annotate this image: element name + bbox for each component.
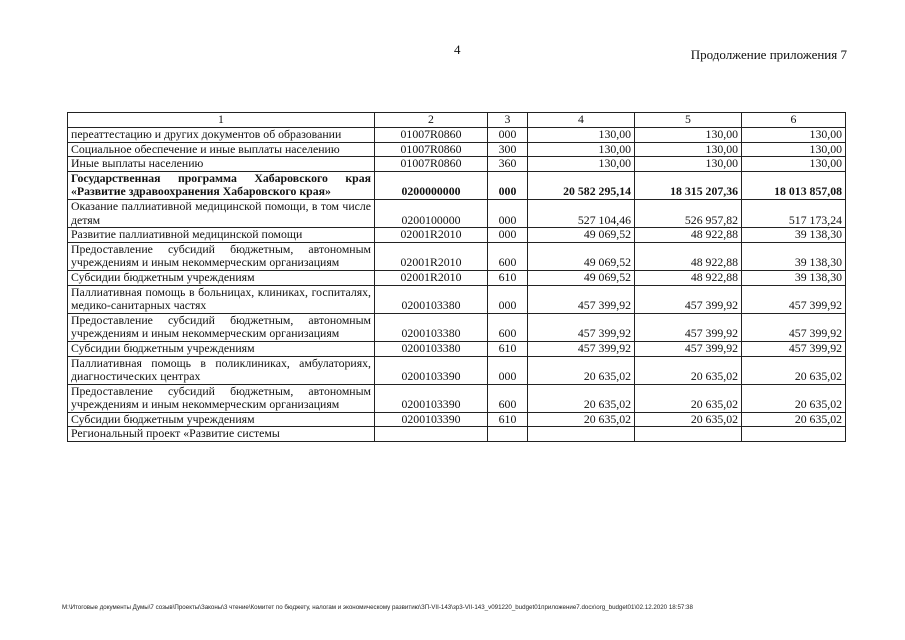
row-name: переаттестацию и других документов об образовании xyxy=(68,128,375,143)
table-row xyxy=(68,427,846,442)
row-code: 0200103390 xyxy=(375,356,488,384)
row-value-3: 39 138,30 xyxy=(742,242,846,270)
row-code: 0200103380 xyxy=(375,285,488,313)
row-code: 0200103380 xyxy=(375,341,488,356)
row-value-3: 457 399,92 xyxy=(742,341,846,356)
row-name: Предоставление субсидий бюджетным, автономным учреждениям и иным некоммерческим организациям xyxy=(68,384,375,412)
row-value-1: 49 069,52 xyxy=(528,242,635,270)
row-value-2: 457 399,92 xyxy=(635,313,742,341)
row-type: 610 xyxy=(488,341,528,356)
table-row xyxy=(68,384,846,412)
row-code: 0200103390 xyxy=(375,412,488,427)
row-value-2: 20 635,02 xyxy=(635,356,742,384)
row-type: 000 xyxy=(488,285,528,313)
table-row xyxy=(68,242,846,270)
table-row xyxy=(68,128,846,143)
row-value-3: 39 138,30 xyxy=(742,270,846,285)
row-value-2 xyxy=(635,427,742,442)
row-value-3: 20 635,02 xyxy=(742,356,846,384)
row-value-2: 20 635,02 xyxy=(635,412,742,427)
row-value-2: 18 315 207,36 xyxy=(635,171,742,199)
table-header-row xyxy=(68,113,846,128)
column-header-5: 5 xyxy=(635,113,742,128)
table-row xyxy=(68,356,846,384)
row-type: 000 xyxy=(488,356,528,384)
column-header-1: 1 xyxy=(68,113,375,128)
column-header-4: 4 xyxy=(528,113,635,128)
row-value-1: 527 104,46 xyxy=(528,199,635,227)
row-value-1: 130,00 xyxy=(528,128,635,143)
table-row xyxy=(68,228,846,243)
table-row xyxy=(68,171,846,199)
row-name: Оказание паллиативной медицинской помощи, в том числе детям xyxy=(68,199,375,227)
row-code: 0200000000 xyxy=(375,171,488,199)
row-value-2: 130,00 xyxy=(635,157,742,172)
budget-table xyxy=(67,112,846,442)
row-type: 000 xyxy=(488,199,528,227)
row-value-3: 457 399,92 xyxy=(742,313,846,341)
row-type: 610 xyxy=(488,412,528,427)
row-code: 01007R0860 xyxy=(375,128,488,143)
row-type: 300 xyxy=(488,142,528,157)
row-type: 000 xyxy=(488,228,528,243)
row-value-2: 48 922,88 xyxy=(635,242,742,270)
row-value-3: 18 013 857,08 xyxy=(742,171,846,199)
row-type xyxy=(488,427,528,442)
row-value-3: 130,00 xyxy=(742,157,846,172)
row-code: 0200103380 xyxy=(375,313,488,341)
column-header-6: 6 xyxy=(742,113,846,128)
row-value-2: 48 922,88 xyxy=(635,270,742,285)
row-value-1: 130,00 xyxy=(528,142,635,157)
row-value-1: 457 399,92 xyxy=(528,285,635,313)
row-name: Региональный проект «Развитие системы xyxy=(68,427,375,442)
row-type: 000 xyxy=(488,128,528,143)
row-code: 02001R2010 xyxy=(375,242,488,270)
row-code: 02001R2010 xyxy=(375,270,488,285)
row-type: 600 xyxy=(488,384,528,412)
table-row xyxy=(68,199,846,227)
row-value-1: 20 582 295,14 xyxy=(528,171,635,199)
row-value-1: 457 399,92 xyxy=(528,341,635,356)
row-value-3: 517 173,24 xyxy=(742,199,846,227)
row-value-1: 20 635,02 xyxy=(528,412,635,427)
column-header-3: 3 xyxy=(488,113,528,128)
row-name: Субсидии бюджетным учреждениям xyxy=(68,341,375,356)
row-value-1: 20 635,02 xyxy=(528,356,635,384)
row-value-1: 20 635,02 xyxy=(528,384,635,412)
row-name: Иные выплаты населению xyxy=(68,157,375,172)
row-value-1: 457 399,92 xyxy=(528,313,635,341)
row-value-3 xyxy=(742,427,846,442)
row-type: 600 xyxy=(488,242,528,270)
row-value-1: 49 069,52 xyxy=(528,270,635,285)
row-value-3: 130,00 xyxy=(742,142,846,157)
row-code: 0200103390 xyxy=(375,384,488,412)
row-type: 000 xyxy=(488,171,528,199)
row-value-2: 130,00 xyxy=(635,142,742,157)
row-value-1: 130,00 xyxy=(528,157,635,172)
column-header-2: 2 xyxy=(375,113,488,128)
row-code: 01007R0860 xyxy=(375,157,488,172)
footer-file-path: M:\Итоговые документы Думы\7 созыв\Проекты\Законы\3 чтение\Комитет по бюджету, налогам и экономическому развитию\ЗП-VII-143\зр3-VII-143_v091220_budget01приложение7.docx\org_budget01\02.12.2020 18:57:38 xyxy=(62,604,693,611)
table-row xyxy=(68,412,846,427)
row-name: Субсидии бюджетным учреждениям xyxy=(68,412,375,427)
row-value-2: 20 635,02 xyxy=(635,384,742,412)
row-value-3: 130,00 xyxy=(742,128,846,143)
row-code: 02001R2010 xyxy=(375,228,488,243)
row-value-2: 457 399,92 xyxy=(635,341,742,356)
row-type: 600 xyxy=(488,313,528,341)
row-code xyxy=(375,427,488,442)
table-row xyxy=(68,157,846,172)
row-value-3: 20 635,02 xyxy=(742,412,846,427)
table-row xyxy=(68,341,846,356)
row-name: Паллиативная помощь в больницах, клиниках, госпиталях, медико-санитарных частях xyxy=(68,285,375,313)
row-name: Государственная программа Хабаровского края «Развитие здравоохранения Хабаровского края» xyxy=(68,171,375,199)
row-type: 610 xyxy=(488,270,528,285)
row-type: 360 xyxy=(488,157,528,172)
row-value-1 xyxy=(528,427,635,442)
row-name: Предоставление субсидий бюджетным, автономным учреждениям и иным некоммерческим организациям xyxy=(68,313,375,341)
page-number: 4 xyxy=(454,42,461,57)
row-value-3: 20 635,02 xyxy=(742,384,846,412)
row-name: Развитие паллиативной медицинской помощи xyxy=(68,228,375,243)
row-value-3: 39 138,30 xyxy=(742,228,846,243)
header-continuation: Продолжение приложения 7 xyxy=(690,47,847,62)
row-value-1: 49 069,52 xyxy=(528,228,635,243)
row-name: Предоставление субсидий бюджетным, автономным учреждениям и иным некоммерческим организациям xyxy=(68,242,375,270)
table-row xyxy=(68,270,846,285)
table-row xyxy=(68,313,846,341)
row-code: 01007R0860 xyxy=(375,142,488,157)
row-value-2: 526 957,82 xyxy=(635,199,742,227)
row-value-2: 130,00 xyxy=(635,128,742,143)
row-value-2: 48 922,88 xyxy=(635,228,742,243)
table-row xyxy=(68,142,846,157)
table-row xyxy=(68,285,846,313)
row-name: Социальное обеспечение и иные выплаты населению xyxy=(68,142,375,157)
row-value-2: 457 399,92 xyxy=(635,285,742,313)
row-name: Субсидии бюджетным учреждениям xyxy=(68,270,375,285)
row-name: Паллиативная помощь в поликлиниках, амбулаториях, диагностических центрах xyxy=(68,356,375,384)
row-code: 0200100000 xyxy=(375,199,488,227)
row-value-3: 457 399,92 xyxy=(742,285,846,313)
